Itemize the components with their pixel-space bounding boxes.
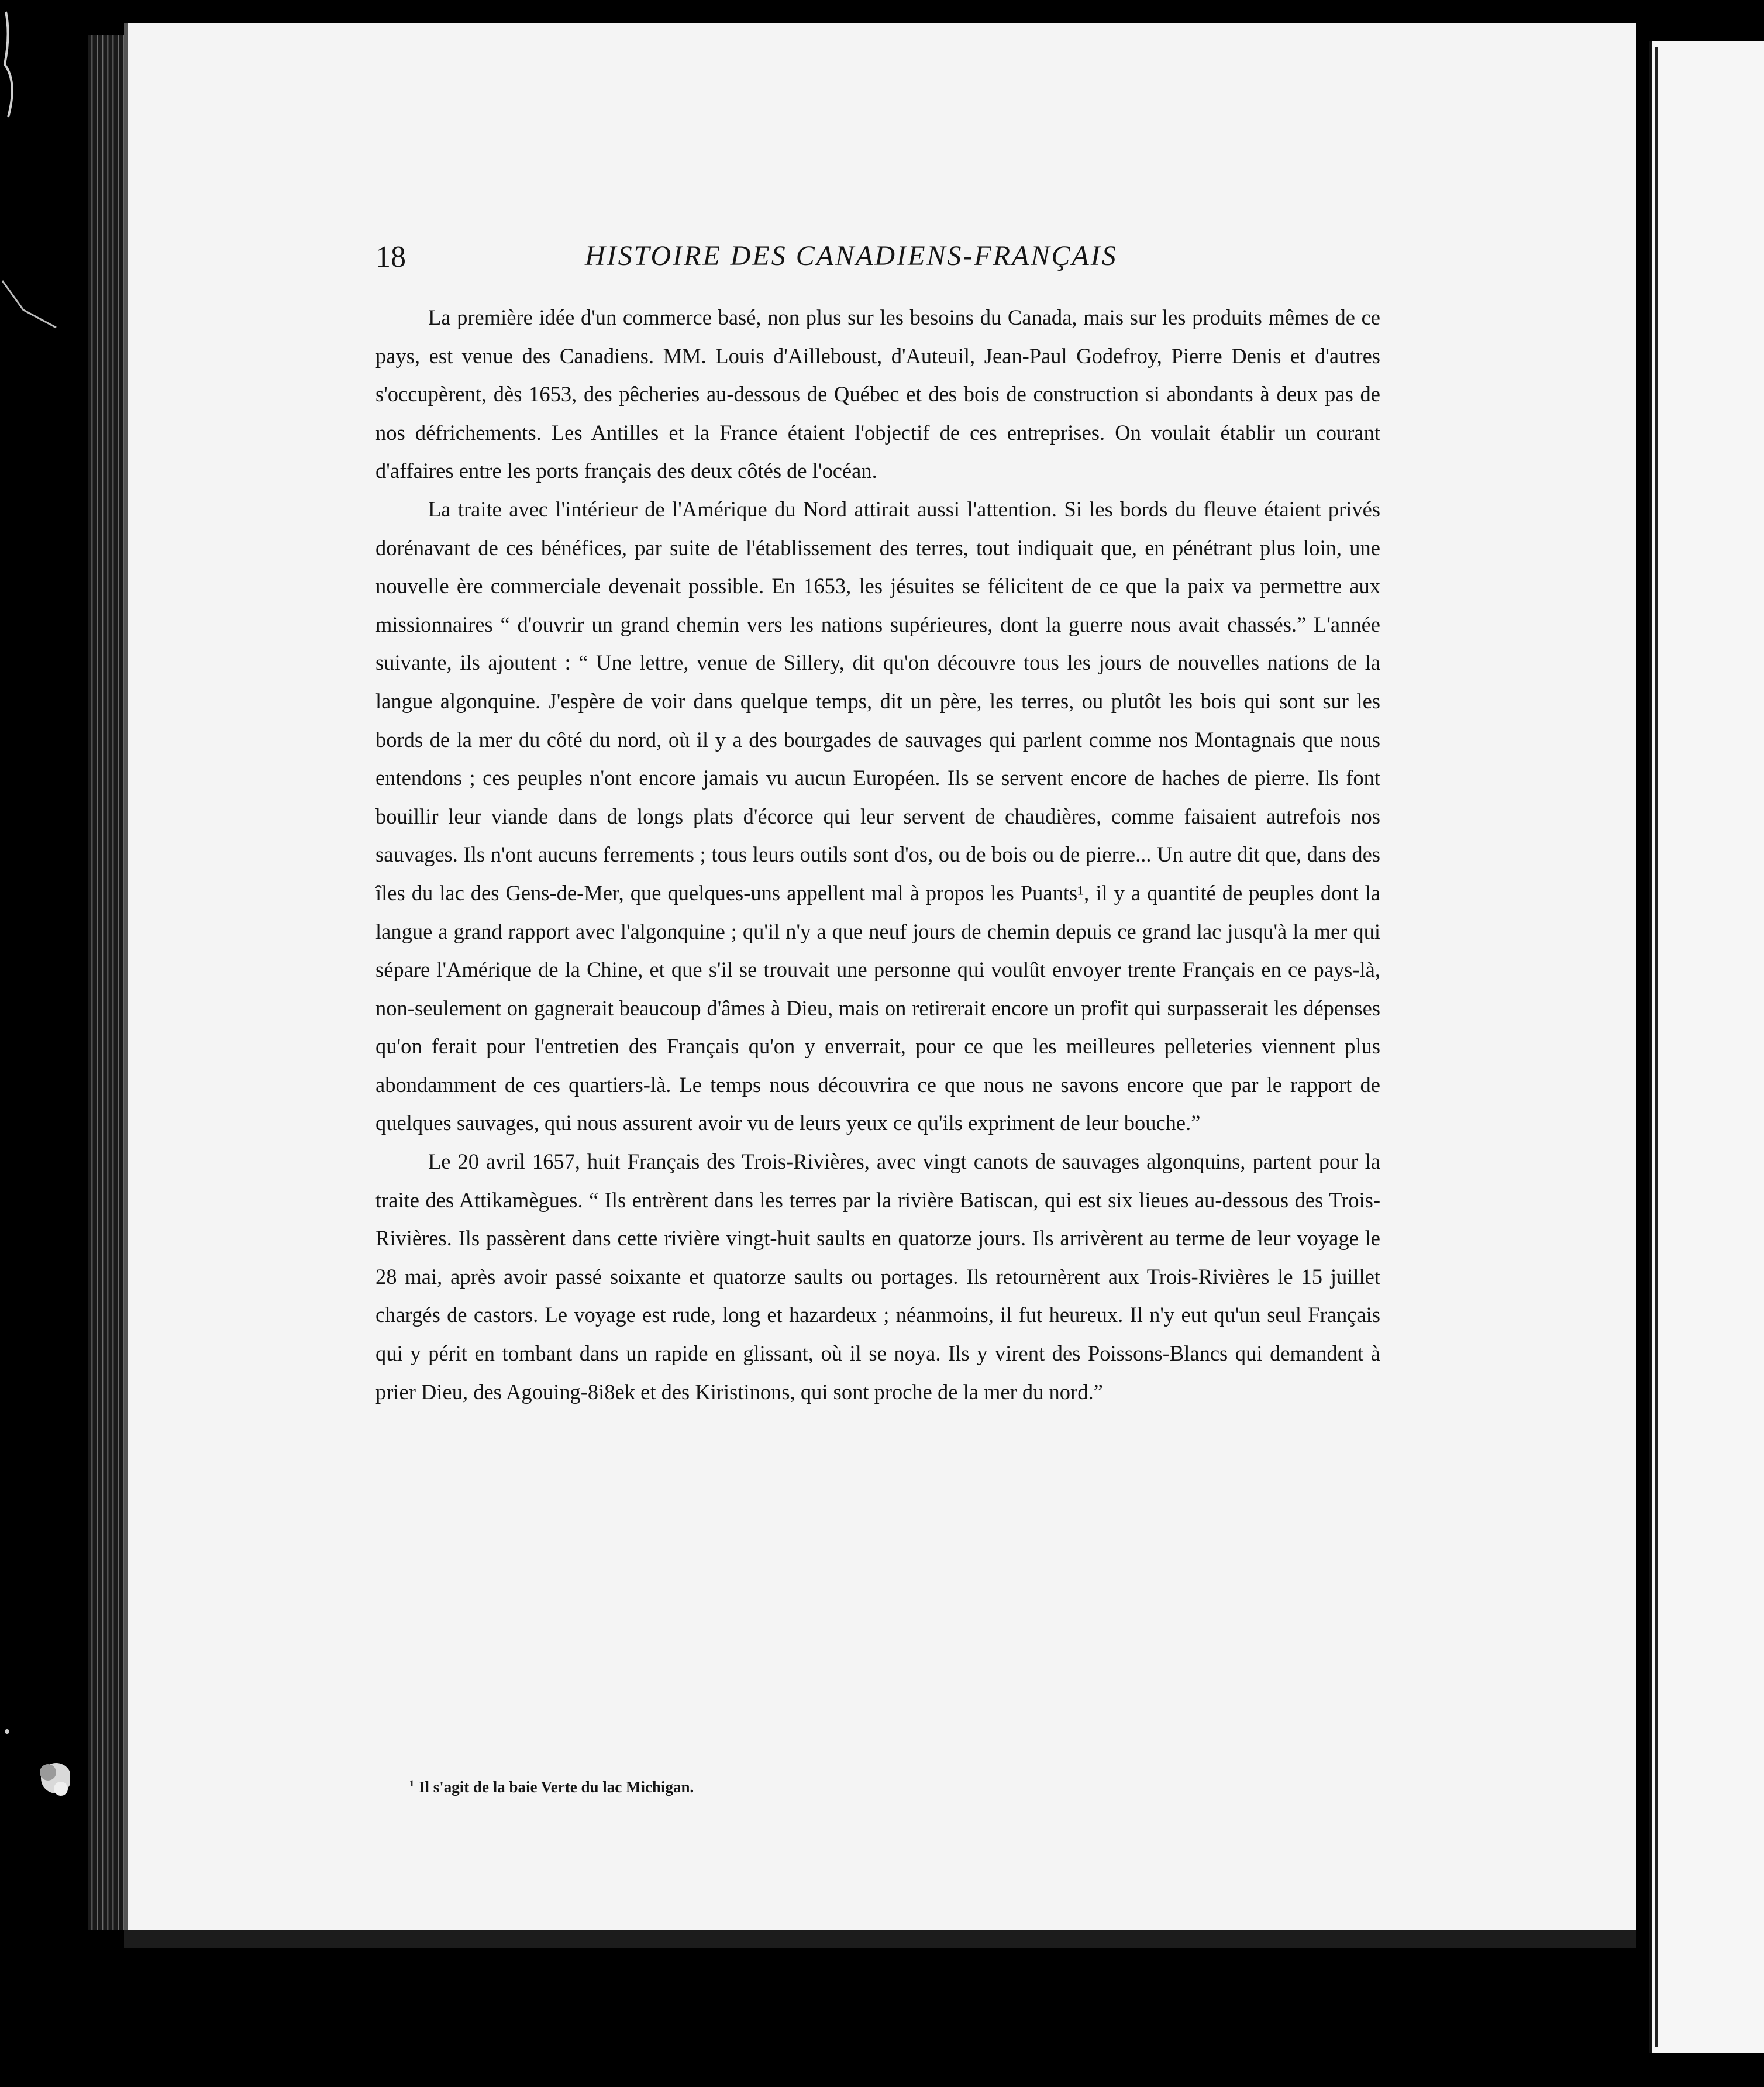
gutter-rule bbox=[1655, 47, 1658, 2047]
paragraph: La traite avec l'intérieur de l'Amérique du Nord attirait aussi l'attention. Si les bords du fleuve étaient privés dorénavant de ces bénéfices, par suite de l'établissement des terres, tout indiquait que, en pénétrant plus loin, une nouvelle ère commerciale devenait possible. En 1653, les jésuites se félicitent de ce que la paix va permettre aux missionnaires “ d'ouvrir un grand chemin vers les nations supérieures, dont la guerre nous avait chassés.” L'année suivante, ils ajoutent : “ Une lettre, venue de Sillery, dit qu'on découvre tous les jours de nouvelles nations de la langue algonquine. J'espère de voir dans quelque temps, dit un père, les terres, ou plutôt les bois qui sont sur les bords de la mer du côté du nord, où il y a des bourgades de sauvages qui parlent comme nos Montagnais que nous entendons ; ces peuples n'ont encore jamais vu aucun Européen. Ils se servent encore de haches de pierre. Ils font bouillir leur viande dans de longs plats d'écorce qui leur servent de chaudières, comme faisaient autrefois nos sauvages. Ils n'ont aucuns ferrements ; tous leurs outils sont d'os, ou de bois ou de pierre... Un autre dit que, dans des îles du lac des Gens-de-Mer, que quelques-uns appellent mal à propos les Puants¹, il y a quantité de peuples dont la langue a grand rapport avec l'algonquine ; qu'il n'y a que neuf jours de chemin depuis ce grand lac jusqu'à la mer qui sépare l'Amérique de la Chine, et que s'il se trouvait une personne qui voulût envoyer trente Français en ce pays-là, non-seulement on gagnerait beaucoup d'âmes à Dieu, mais on retirerait encore un profit qui surpasserait les dépenses qu'on ferait pour l'entretien des Français qu'on y enverrait, pour ce que les meilleures pelleteries viennent plus abondamment de ces quartiers-là. Le temps nous découvrira ce que nous ne savons encore que par le rapport de quelques sauvages, qui nous assurent avoir vu de leurs yeux ce qu'ils expriment de leur bouche.” bbox=[375, 497, 1380, 1135]
running-title: HISTOIRE DES CANADIENS-FRANÇAIS bbox=[585, 240, 1118, 271]
page-number: 18 bbox=[375, 240, 406, 274]
paragraph: Le 20 avril 1657, huit Français des Trois-Rivières, avec vingt canots de sauvages algonquins, partent pour la traite des Attikamègues. “ Ils entrèrent dans les terres par la rivière Batiscan, qui est six lieues au-dessous des Trois-Rivières. Ils passèrent dans cette rivière vingt-huit saults en quatorze jours. Ils arrivèrent au terme de leur voyage le 28 mai, après avoir passé soixante et quatorze saults ou portages. Ils retournèrent aux Trois-Rivières le 15 juillet chargés de castors. Le voyage est rude, long et hazardeux ; néanmoins, il fut heureux. Il n'y eut qu'un seul Français qui y périt en tombant dans un rapide en glissant, où il se noya. Ils y virent des Poissons-Blancs qui demandent à prier Dieu, des Agouing-8i8ek et des Kiristinons, qui sont proche de la mer du nord.” bbox=[375, 1149, 1380, 1404]
footnote bbox=[409, 1778, 694, 1796]
paragraph: La première idée d'un commerce basé, non plus sur les besoins du Canada, mais sur les produits mêmes de ce pays, est venue des Canadiens. MM. Louis d'Ailleboust, d'Auteuil, Jean-Paul Godefroy, Pierre Denis et d'autres s'occupèrent, dès 1653, des pêcheries au-dessous de Québec et des bois de construction si abondants à deux pas de nos défrichements. Les Antilles et la France étaient l'objectif de ces entreprises. On voulait établir un courant d'affaires entre les ports français des deux côtés de l'océan. bbox=[375, 305, 1380, 483]
footnote-marker: 1 bbox=[409, 1779, 414, 1789]
film-edge-specks bbox=[0, 0, 70, 2087]
footnote-text: Il s'agit de la baie Verte du lac Michigan. bbox=[419, 1778, 694, 1796]
page-bottom-shadow bbox=[124, 1930, 1636, 1948]
body-text bbox=[375, 298, 1380, 1411]
running-head bbox=[375, 240, 1183, 281]
facing-page-edge bbox=[1649, 41, 1764, 2053]
